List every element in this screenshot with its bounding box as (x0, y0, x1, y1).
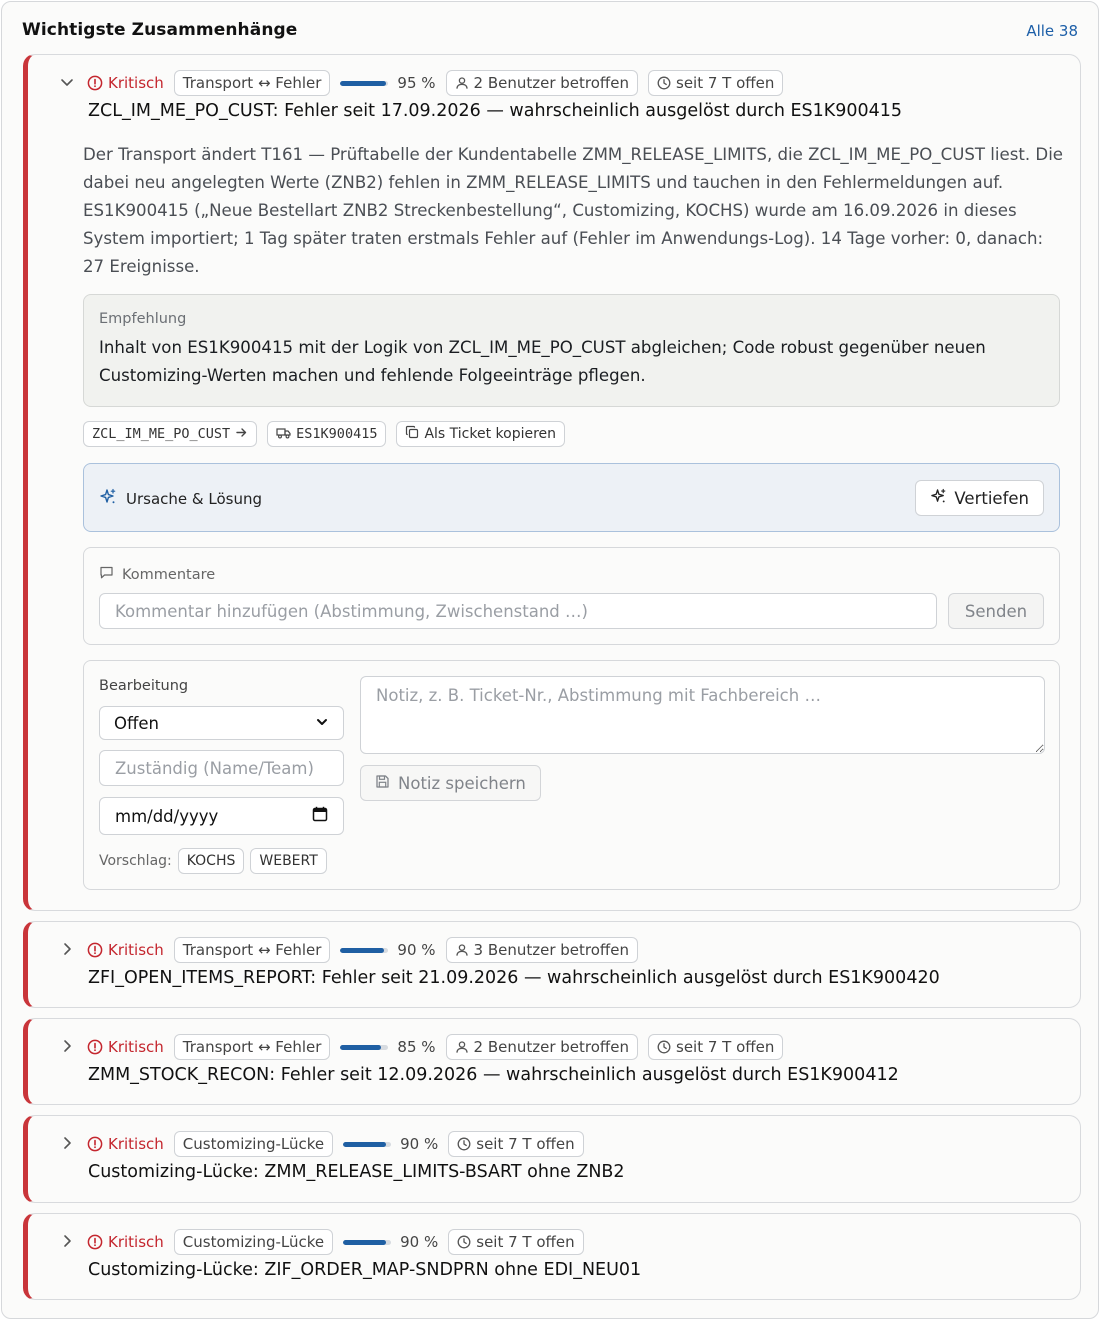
card-title: ZFI_OPEN_ITEMS_REPORT: Fehler seit 21.09.2026 — wahrscheinlich ausgelöst durch ES1K900420 (88, 968, 940, 988)
card-meta (87, 1034, 783, 1060)
correlation-card[interactable] (23, 1115, 1081, 1203)
confidence-bar (343, 1142, 391, 1147)
suggestion-chip[interactable]: KOCHS (178, 848, 245, 874)
severity-label: Kritisch (108, 1135, 164, 1153)
alert-circle-icon (87, 1136, 103, 1152)
note-textarea[interactable] (360, 676, 1045, 754)
confidence-indicator (343, 1233, 438, 1251)
message-square-icon (99, 565, 114, 584)
severity-label: Kritisch (108, 941, 164, 959)
confidence-bar (340, 81, 388, 86)
copy-ticket-label: Als Ticket kopieren (424, 426, 557, 442)
comments-box (83, 547, 1060, 645)
recommendation-label: Empfehlung (99, 311, 187, 327)
comments-label: Kommentare (122, 566, 216, 583)
confidence-fill (343, 1142, 386, 1147)
confidence-label: 95 % (397, 74, 436, 92)
open-since-label: seit 7 T offen (476, 1135, 575, 1153)
confidence-label: 90 % (400, 1135, 439, 1153)
card-meta (87, 1131, 584, 1157)
due-date-input[interactable] (99, 797, 344, 835)
recommendation-text: Inhalt von ES1K900415 mit der Logik von ZCL_IM_ME_PO_CUST abgleichen; Code robust gegenüber neuen Customizing-Werten machen und fehlende Folgeeinträge pflegen. (99, 338, 986, 385)
expand-chevron-icon[interactable] (58, 1232, 76, 1250)
severity-label: Kritisch (108, 1233, 164, 1251)
severity-badge (87, 74, 164, 92)
correlation-card (23, 54, 1081, 911)
owner-suggestions (99, 848, 327, 874)
correlations-panel (1, 1, 1099, 1319)
category-tag: Customizing-Lücke (174, 1229, 333, 1255)
clock-icon (457, 1137, 471, 1151)
confidence-label: 90 % (397, 941, 436, 959)
deepen-button[interactable] (915, 480, 1044, 516)
processing-label: Bearbeitung (99, 678, 189, 694)
users-affected-tag (446, 70, 638, 96)
confidence-bar (340, 1045, 388, 1050)
expand-chevron-icon[interactable] (58, 1037, 76, 1055)
card-meta (87, 1229, 584, 1255)
category-tag: Transport ↔ Fehler (174, 70, 331, 96)
open-since-tag (448, 1229, 583, 1255)
panel-title: Wichtigste Zusammenhänge (22, 20, 298, 40)
confidence-bar (340, 948, 388, 953)
confidence-fill (340, 1045, 381, 1050)
correlation-card[interactable] (23, 1018, 1081, 1105)
cause-solution-header (99, 488, 262, 510)
user-icon (455, 76, 469, 90)
sparkle-icon (930, 488, 947, 509)
calendar-icon[interactable] (312, 806, 328, 826)
severity-badge (87, 1135, 164, 1153)
sparkle-icon (99, 488, 117, 510)
expand-chevron-icon[interactable] (58, 940, 76, 958)
user-icon (455, 943, 469, 957)
action-chips (83, 421, 565, 447)
clock-icon (657, 1040, 671, 1054)
save-icon (375, 774, 390, 793)
category-tag: Customizing-Lücke (174, 1131, 333, 1157)
status-value: Offen (114, 713, 159, 733)
recommendation-box (83, 294, 1060, 407)
confidence-indicator (340, 941, 435, 959)
open-since-tag (448, 1131, 583, 1157)
transport-id: ES1K900415 (296, 426, 378, 442)
transport-chip[interactable] (267, 421, 386, 447)
send-button[interactable]: Senden (948, 593, 1044, 629)
confidence-fill (340, 948, 383, 953)
card-title: Customizing-Lücke: ZIF_ORDER_MAP-SNDPRN ohne EDI_NEU01 (88, 1260, 642, 1280)
copy-ticket-button[interactable] (396, 421, 565, 447)
severity-label: Kritisch (108, 74, 164, 92)
user-icon (455, 1040, 469, 1054)
alert-circle-icon (87, 942, 103, 958)
owner-input[interactable] (99, 750, 344, 786)
category-tag: Transport ↔ Fehler (174, 937, 331, 963)
open-since-tag (648, 70, 783, 96)
save-note-label: Notiz speichern (398, 773, 526, 793)
chevron-down-icon (315, 714, 329, 733)
users-affected-label: 2 Benutzer betroffen (473, 74, 629, 92)
category-tag: Transport ↔ Fehler (174, 1034, 331, 1060)
card-title: ZMM_STOCK_RECON: Fehler seit 12.09.2026 — wahrscheinlich ausgelöst durch ES1K900412 (88, 1065, 899, 1085)
card-meta (87, 70, 783, 96)
open-since-label: seit 7 T offen (676, 1038, 775, 1056)
clock-icon (457, 1235, 471, 1249)
confidence-label: 85 % (397, 1038, 436, 1056)
correlation-card[interactable] (23, 1213, 1081, 1300)
confidence-indicator (340, 1038, 435, 1056)
card-meta (87, 937, 638, 963)
severity-badge (87, 1233, 164, 1251)
confidence-indicator (340, 74, 435, 92)
show-all-link[interactable]: Alle 38 (1026, 22, 1078, 40)
comments-header (99, 565, 215, 584)
alert-circle-icon (87, 1234, 103, 1250)
confidence-fill (340, 81, 386, 86)
object-link-chip[interactable] (83, 421, 257, 447)
card-title: Customizing-Lücke: ZMM_RELEASE_LIMITS-BSART ohne ZNB2 (88, 1162, 625, 1182)
users-affected-label: 3 Benutzer betroffen (473, 941, 629, 959)
processing-box (83, 660, 1060, 890)
open-since-label: seit 7 T offen (676, 74, 775, 92)
expand-chevron-icon[interactable] (58, 1134, 76, 1152)
status-select[interactable] (99, 706, 344, 740)
confidence-label: 90 % (400, 1233, 439, 1251)
card-description: Der Transport ändert T161 — Prüftabelle der Kundentabelle ZMM_RELEASE_LIMITS, die ZCL_IM_ME_PO_CUST liest. Die dabei neu angelegten Werte (ZNB2) fehlen in ZMM_RELEASE_LIMITS und tauchen in den Fehlermeldungen auf. ES1K900415 („Neue Bestellart ZNB2 Streckenbestellung“, Customizing, KOCHS) wurde am 16.09.2026 in dieses System importiert; 1 Tag später traten erstmals Fehler auf (Fehler im Anwendungs-Log). 14 Tage vorher: 0, danach: 27 Ereignisse. (83, 145, 1064, 276)
users-affected-tag (446, 937, 638, 963)
clock-icon (657, 76, 671, 90)
correlation-card[interactable] (23, 921, 1081, 1008)
confidence-bar (343, 1240, 391, 1245)
panel-header (2, 2, 1098, 54)
open-since-tag (648, 1034, 783, 1060)
cause-solution-label: Ursache & Lösung (126, 490, 262, 508)
cause-solution-box (83, 463, 1060, 532)
collapse-chevron-icon[interactable] (58, 73, 76, 91)
suggestion-label: Vorschlag: (99, 853, 172, 869)
copy-icon (405, 425, 419, 443)
save-note-button[interactable] (360, 765, 541, 801)
alert-circle-icon (87, 75, 103, 91)
card-title: ZCL_IM_ME_PO_CUST: Fehler seit 17.09.2026 — wahrscheinlich ausgelöst durch ES1K900415 (88, 101, 903, 121)
confidence-indicator (343, 1135, 438, 1153)
suggestion-chip[interactable]: WEBERT (250, 848, 326, 874)
truck-icon (276, 426, 291, 443)
users-affected-label: 2 Benutzer betroffen (473, 1038, 629, 1056)
deepen-label: Vertiefen (954, 488, 1029, 508)
object-name: ZCL_IM_ME_PO_CUST (92, 426, 231, 442)
severity-label: Kritisch (108, 1038, 164, 1056)
open-since-label: seit 7 T offen (476, 1233, 575, 1251)
date-placeholder: mm/dd/yyyy (115, 806, 219, 826)
confidence-fill (343, 1240, 386, 1245)
severity-badge (87, 941, 164, 959)
users-affected-tag (446, 1034, 638, 1060)
alert-circle-icon (87, 1039, 103, 1055)
severity-badge (87, 1038, 164, 1056)
comment-input[interactable] (99, 593, 937, 629)
arrow-right-icon (235, 426, 248, 443)
